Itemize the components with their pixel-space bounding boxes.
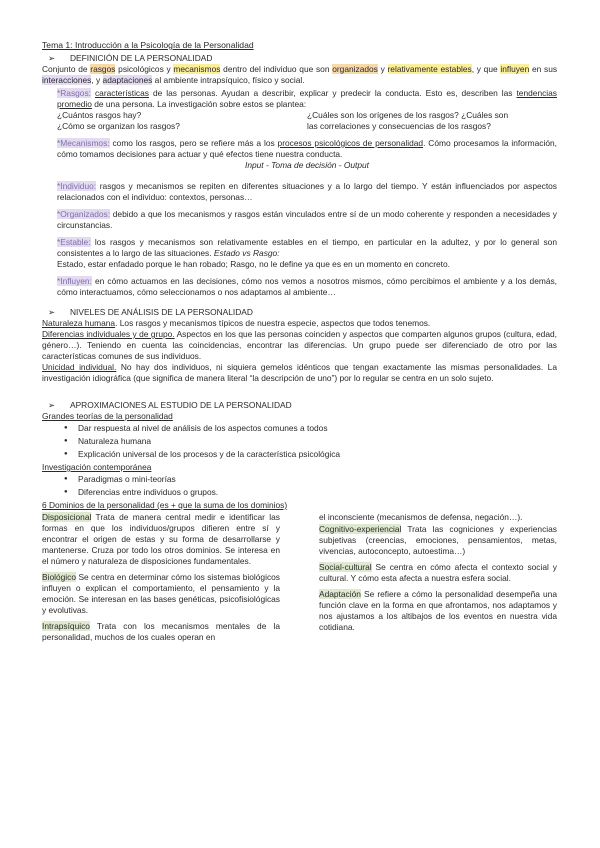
dominio-social: Social-cultural Se centra en cómo afecta el contexto social y cultural. Y cómo esta afecta a nuestra esfera social. bbox=[319, 562, 557, 583]
grandes-teorias-list bbox=[42, 423, 557, 460]
grandes-teorias-heading: Grandes teorías de la personalidad bbox=[42, 411, 173, 421]
individuo-block: *Individuo: rasgos y mecanismos se repiten en diferentes situaciones y a lo largo del tiempo. Y están influenciados por aspectos relacionados con el individuo: contextos, personas… bbox=[57, 181, 557, 202]
list-item: ● Dar respuesta al nivel de análisis de los aspectos comunes a todos bbox=[78, 423, 557, 434]
investigacion-list bbox=[42, 474, 557, 498]
list-item: ● Explicación universal de los procesos y de la característica psicológica bbox=[78, 449, 557, 460]
arrow-icon: ➢ bbox=[48, 400, 56, 410]
nivel-unicidad: Unicidad individual. No hay dos individuos, ni siquiera gemelos idénticos que tengan exactamente las mismas personalidades. La investigación idiográfica (que significa de manera literal “la descripción de uno”) por lo regular se centra en un solo sujeto. bbox=[42, 362, 557, 383]
section-heading-niveles: ➢ NIVELES DE ANÁLISIS DE LA PERSONALIDAD bbox=[42, 307, 557, 318]
section-heading-definicion: ➢ DEFINICIÓN DE LA PERSONALIDAD bbox=[42, 53, 557, 64]
dominios-right-column bbox=[319, 512, 557, 648]
section-heading-aproximaciones: ➢ APROXIMACIONES AL ESTUDIO DE LA PERSONALIDAD bbox=[42, 400, 557, 411]
dominio-biologico: Biológico Se centra en determinar cómo los sistemas biológicos influyen o explican el comportamiento, el pensamiento y la emoción. Se interesan en las bases genéticas, psicofisiológicas y evolutivas. bbox=[42, 572, 280, 615]
dominio-cognitivo: Cognitivo-experiencial Trata las cogniciones y experiencias subjetivas (creencias, emociones, pensamientos, metas, vivencias, autoconcepto, autoestima…) bbox=[319, 524, 557, 556]
investigacion-heading: Investigación contemporánea bbox=[42, 462, 152, 472]
intrapsiquico-continuation: el inconsciente (mecanismos de defensa, negación…). bbox=[319, 512, 523, 522]
list-item: ● Paradigmas o mini-teorías bbox=[78, 474, 557, 485]
rasgos-block: *Rasgos: características de las personas. Ayudan a describir, explicar y predecir la conducta. Esto es, describen las tendencias promedio de una persona. La investigación sobre estos se plantea: ¿Cuántos rasgos hay? ¿Cuáles son los orígenes de los rasgos? ¿Cuáles son ¿Cómo se organizan los rasgos? las correlaciones y consecuencias de los rasgos? bbox=[57, 88, 557, 131]
dominios-columns bbox=[42, 512, 557, 648]
arrow-icon: ➢ bbox=[48, 53, 56, 63]
definition-paragraph: Conjunto de rasgos psicológicos y mecanismos dentro del individuo que son organizados y relativamente estables, y que influyen en sus interacciones, y adaptaciones al ambiente intrapsíquico, físico y social. bbox=[42, 64, 558, 85]
dominio-disposicional: Disposicional Trata de manera central medir e identificar las formas en que los individuos/grupos difieren entre sí y encontrar el origen de estas y su forma de desarrollarse y mantenerse. Cruza por todo los otros dominios. Se interesa en el número y naturaleza de disposiciones fundamentales. bbox=[42, 512, 280, 566]
dominio-adaptacion: Adaptación Se refiere a cómo la personalidad desempeña una función clave en la forma en que afrontamos, nos adaptamos y nos ajustamos a los altibajos de los eventos en nuestra vida cotidiana. bbox=[319, 589, 557, 632]
nivel-diferencias: Diferencias individuales y de grupo. Aspectos en los que las personas coinciden y aspectos que comparten algunos grupos (cultura, edad, género…). Teniendo en cuenta las coincidencias, encontrar las diferencias. Un grupo puede ser diferenciado de otro por las características comunes de sus individuos. bbox=[42, 329, 557, 361]
dominios-left-column bbox=[42, 512, 280, 648]
page-title: Tema 1: Introducción a la Psicología de la Personalidad bbox=[42, 40, 254, 50]
influyen-block: *Influyen: en cómo actuamos en las decisiones, cómo nos vemos a nosotros mismos, cómo percibimos el ambiente y a los demás, cómo interactuamos, cómo seleccionamos o nos adaptamos al ambiente… bbox=[57, 276, 557, 297]
dominios-heading: 6 Dominios de la personalidad (es + que la suma de los dominios) bbox=[42, 500, 288, 510]
mecanismos-block: *Mecanismos: como los rasgos, pero se refiere más a los procesos psicológicos de personalidad. Cómo procesamos la información, cómo tomamos decisiones para actuar y qué efectos tiene nuestra conducta. Input - Toma de decisión - Output bbox=[57, 138, 557, 170]
organizados-block: *Organizados: debido a que los mecanismos y rasgos están vinculados entre sí de un modo coherente y responden a necesidades y circunstancias. bbox=[57, 209, 557, 230]
list-item: ● Naturaleza humana bbox=[78, 436, 557, 447]
list-item: ● Diferencias entre individuos o grupos. bbox=[78, 487, 557, 498]
dominio-intrapsiquico: Intrapsíquico Trata con los mecanismos mentales de la personalidad, muchos de los cuales operan en bbox=[42, 621, 280, 642]
arrow-icon: ➢ bbox=[48, 307, 56, 317]
estable-block: *Estable: los rasgos y mecanismos son relativamente estables en el tiempo, en particular en la adultez, y por lo general son consistentes a lo largo de las situaciones. Estado vs Rasgo: Estado, estar enfadado porque le han robado; Rasgo, no le define ya que es en un momento en concreto. bbox=[57, 237, 557, 269]
nivel-naturaleza: Naturaleza humana. Los rasgos y mecanismos típicos de nuestra especie, aspectos que todos tenemos. bbox=[42, 318, 431, 328]
document-page bbox=[42, 40, 557, 648]
